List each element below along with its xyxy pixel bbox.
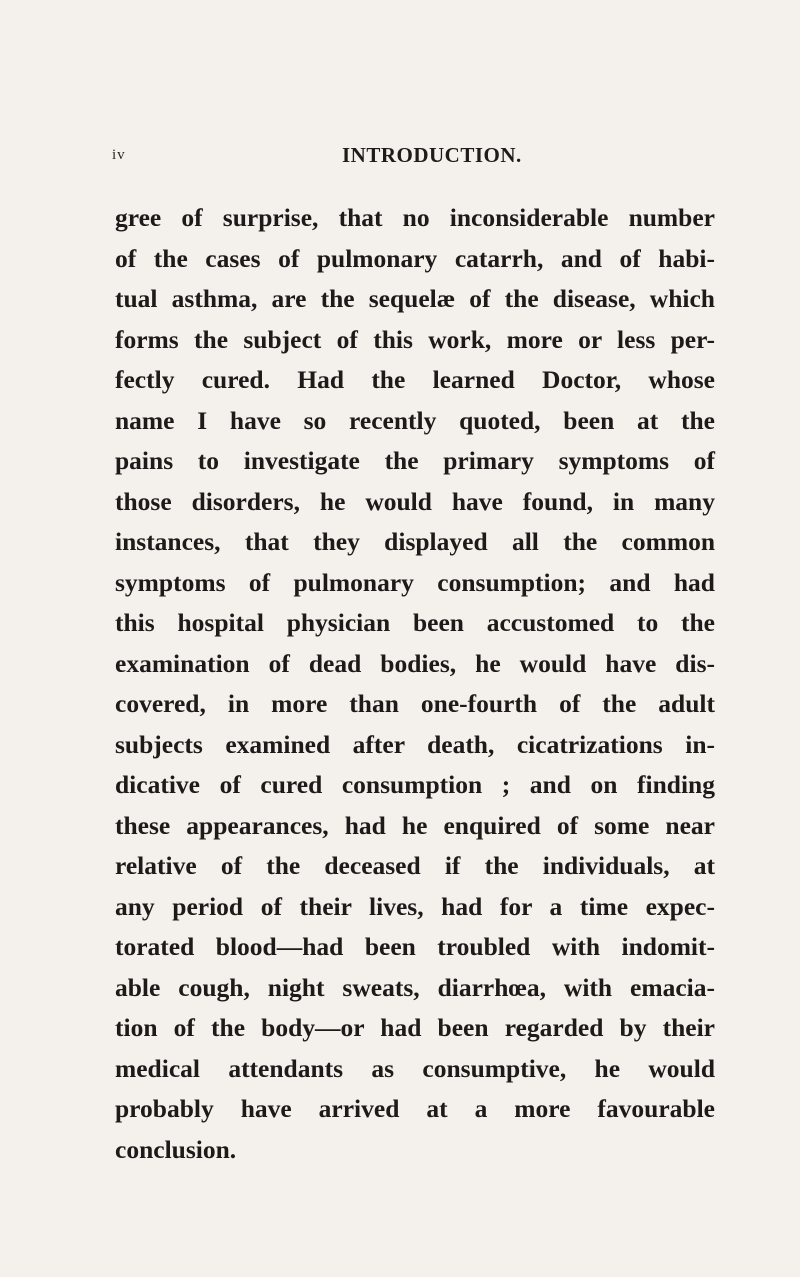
running-head [112,143,712,171]
running-title: INTRODUCTION. [342,143,522,167]
text-line: symptoms of pulmonary consumption; and had [115,567,715,597]
text-line: torated blood—had been troubled with indomit- [115,932,715,961]
text-line: forms the subject of this work, more or less per- [115,324,715,354]
text-line: relative of the deceased if the individuals, at [115,851,715,880]
text-line: medical attendants as consumptive, he would [115,1053,715,1083]
text-line: name I have so recently quoted, been at the [115,405,715,435]
text-line: tual asthma, are the sequelæ of the disease, which [115,284,715,313]
text-line: this hospital physician been accustomed to the [115,608,715,637]
text-line: fectly cured. Had the learned Doctor, whose [115,365,715,394]
page-number: iv [112,147,126,163]
text-line: subjects examined after death, cicatrizations in- [115,729,715,759]
text-line: these appearances, had he enquired of some near [115,810,715,840]
text-line: dicative of cured consumption ; and on finding [115,770,715,799]
text-line: able cough, night sweats, diarrhœa, with emacia- [115,972,715,1002]
text-line: tion of the body—or had been regarded by their [115,1013,715,1042]
text-line: covered, in more than one-fourth of the adult [115,689,715,718]
text-line: those disorders, he would have found, in many [115,486,715,516]
text-line: of the cases of pulmonary catarrh, and of habi- [115,243,715,273]
text-line: gree of surprise, that no inconsiderable number [115,203,715,232]
text-line: instances, that they displayed all the common [115,527,715,556]
text-line: pains to investigate the primary symptoms of [115,446,715,475]
text-line: any period of their lives, had for a time expec- [115,891,715,921]
text-line: conclusion. [115,1134,237,1164]
text-line: examination of dead bodies, he would have dis- [115,648,715,678]
text-line: probably have arrived at a more favourable [115,1094,715,1123]
body-text [115,198,715,1170]
